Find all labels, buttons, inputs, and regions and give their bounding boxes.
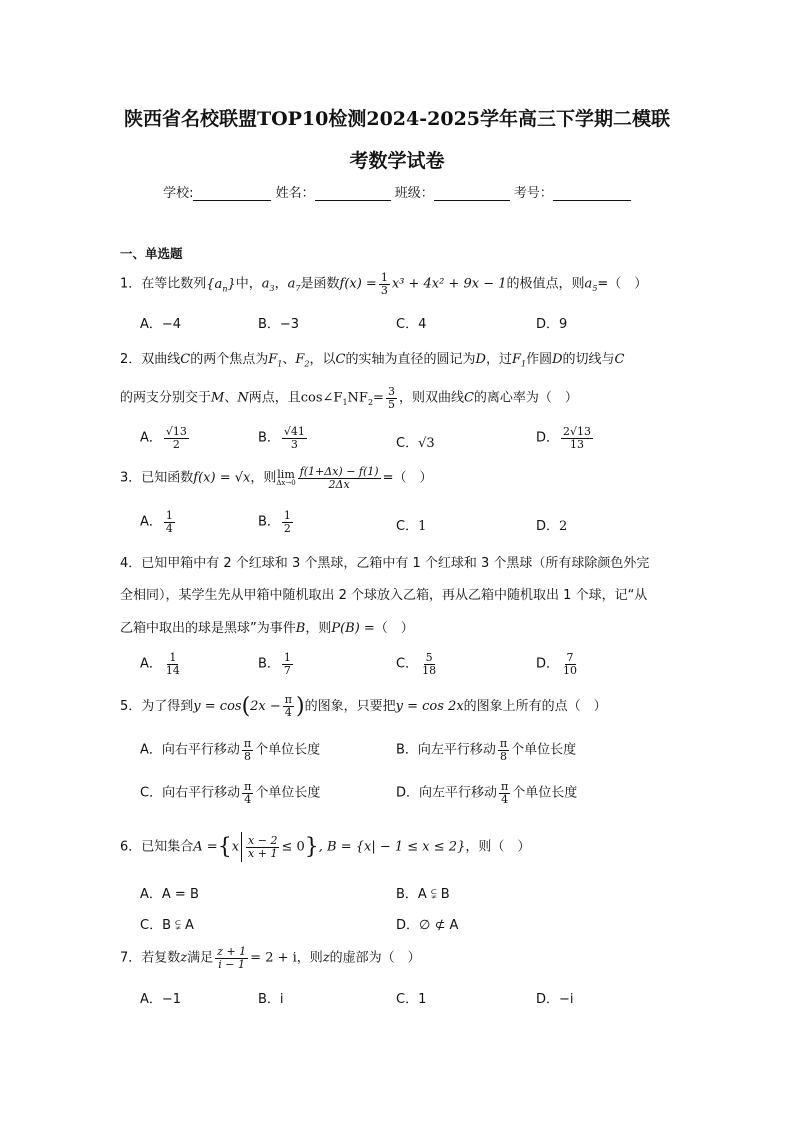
q4-option-a[interactable]: A． $\frac{1}{14}$ <box>140 651 180 677</box>
q4-option-c[interactable]: C． $\frac{5}{18}$ <box>396 651 437 677</box>
question-3: 3．已知函数f(x) = √x，则 lim Δx→0 $\frac{f(1+\Delta x) - f(1)}{2\Delta x}$ =（ ） <box>120 465 433 491</box>
q5-option-c[interactable]: C．向右平行移动 $\frac{\pi}{4}$ 个单位长度 <box>140 780 321 806</box>
question-7: 7．若复数z满足 $\frac{z + 1}{i - 1}$ = 2 + i，则z的虚部为（ ） <box>120 945 421 971</box>
question-2-line-2: 的两支分别交于M、N两点，且$\cos\angle F_1NF_2=$ $\frac{3}{5}$ ，则双曲线C的离心率为（ ） <box>120 385 578 411</box>
q2-option-c[interactable]: C．√3 <box>396 436 435 451</box>
q1-option-a[interactable]: A．−4 <box>140 317 182 332</box>
name-blank[interactable] <box>315 188 391 201</box>
q3-option-c[interactable]: C．1 <box>396 519 427 534</box>
student-info-row <box>0 182 794 201</box>
name-label: 姓名： <box>275 186 315 201</box>
q5-option-d[interactable]: D．向左平行移动 $\frac{\pi}{4}$ 个单位长度 <box>396 780 578 806</box>
q2-option-b[interactable]: B． $\frac{√41}{3}$ <box>258 425 305 451</box>
q6-option-a[interactable]: A．A = B <box>140 887 199 902</box>
q3-option-b[interactable]: B． $\frac{1}{2}$ <box>258 509 291 535</box>
q5-option-a[interactable]: A．向右平行移动 $\frac{\pi}{8}$ 个单位长度 <box>140 737 321 763</box>
q4-option-b[interactable]: B． $\frac{1}{7}$ <box>258 651 291 677</box>
exam-number-blank[interactable] <box>553 188 631 201</box>
class-label: 班级： <box>394 186 434 201</box>
q6-option-b[interactable]: B．A ⫋ B <box>396 887 450 902</box>
q1-option-c[interactable]: C．4 <box>396 317 427 332</box>
q3-option-d[interactable]: D．2 <box>536 519 568 534</box>
q6-option-c[interactable]: C．B ⫋ A <box>140 918 194 933</box>
q7-option-a[interactable]: A．−1 <box>140 992 182 1007</box>
page-title-line-2: 考数学试卷 <box>349 150 445 172</box>
section-single-choice: 一、单选题 <box>120 246 183 261</box>
question-2-line-1: 2．双曲线C的两个焦点为$F_1$、$F_2$，以C的实轴为直径的圆记为D，过$F_1$作圆D的切线与C <box>120 352 625 369</box>
question-1: 1．在等比数列$\{a_n\}$中，$a_3$，$a_7$是函数f(x) = $\frac{1}{3}$ x³ + 4x² + 9x − 1的极值点，则$a_5=$（ ） <box>120 271 648 297</box>
question-4-line-2: 全相同），某学生先从甲箱中随机取出 2 个球放入乙箱，再从乙箱中随机取出 1 个球，记“从 <box>120 588 648 603</box>
school-blank[interactable] <box>193 188 271 201</box>
class-blank[interactable] <box>434 188 510 201</box>
q7-option-d[interactable]: D．−i <box>536 992 574 1007</box>
q4-option-d[interactable]: D． $\frac{7}{10}$ <box>536 651 578 677</box>
question-4-line-1: 4．已知甲箱中有 2 个红球和 3 个黑球，乙箱中有 1 个红球和 3 个黑球（所有球除颜色外完 <box>120 556 650 571</box>
q5-option-b[interactable]: B．向左平行移动 $\frac{\pi}{8}$ 个单位长度 <box>396 737 577 763</box>
q2-option-d[interactable]: D． $\frac{2√13}{13}$ <box>536 425 592 451</box>
q7-option-b[interactable]: B．i <box>258 992 284 1007</box>
question-4-line-3: 乙箱中取出的球是黑球”为事件B，则P(B) =（ ） <box>120 621 414 636</box>
q3-option-a[interactable]: A． $\frac{1}{4}$ <box>140 509 173 535</box>
school-label: 学校: <box>163 186 194 201</box>
question-5: 5．为了得到y = cos(2x − $\frac{\pi}{4}$ )的图象，只要把y = cos 2x的图象上所有的点（ ） <box>120 693 607 719</box>
q1-option-b[interactable]: B．−3 <box>258 317 300 332</box>
q1-option-d[interactable]: D．9 <box>536 317 568 332</box>
q7-option-c[interactable]: C．1 <box>396 992 427 1007</box>
q2-option-a[interactable]: A． $\frac{√13}{2}$ <box>140 425 187 451</box>
page-title-line-1: 陕西省名校联盟TOP10检测2024-2025学年高三下学期二模联 <box>123 108 671 130</box>
question-6: 6．已知集合A ={x $\frac{x - 2}{x + 1}$ ≤ 0}, B = {x| − 1 ≤ x ≤ 2}，则（ ） <box>120 832 530 862</box>
exam-number-label: 考号： <box>513 186 553 201</box>
q6-option-d[interactable]: D．∅ ⊄ A <box>396 918 459 933</box>
